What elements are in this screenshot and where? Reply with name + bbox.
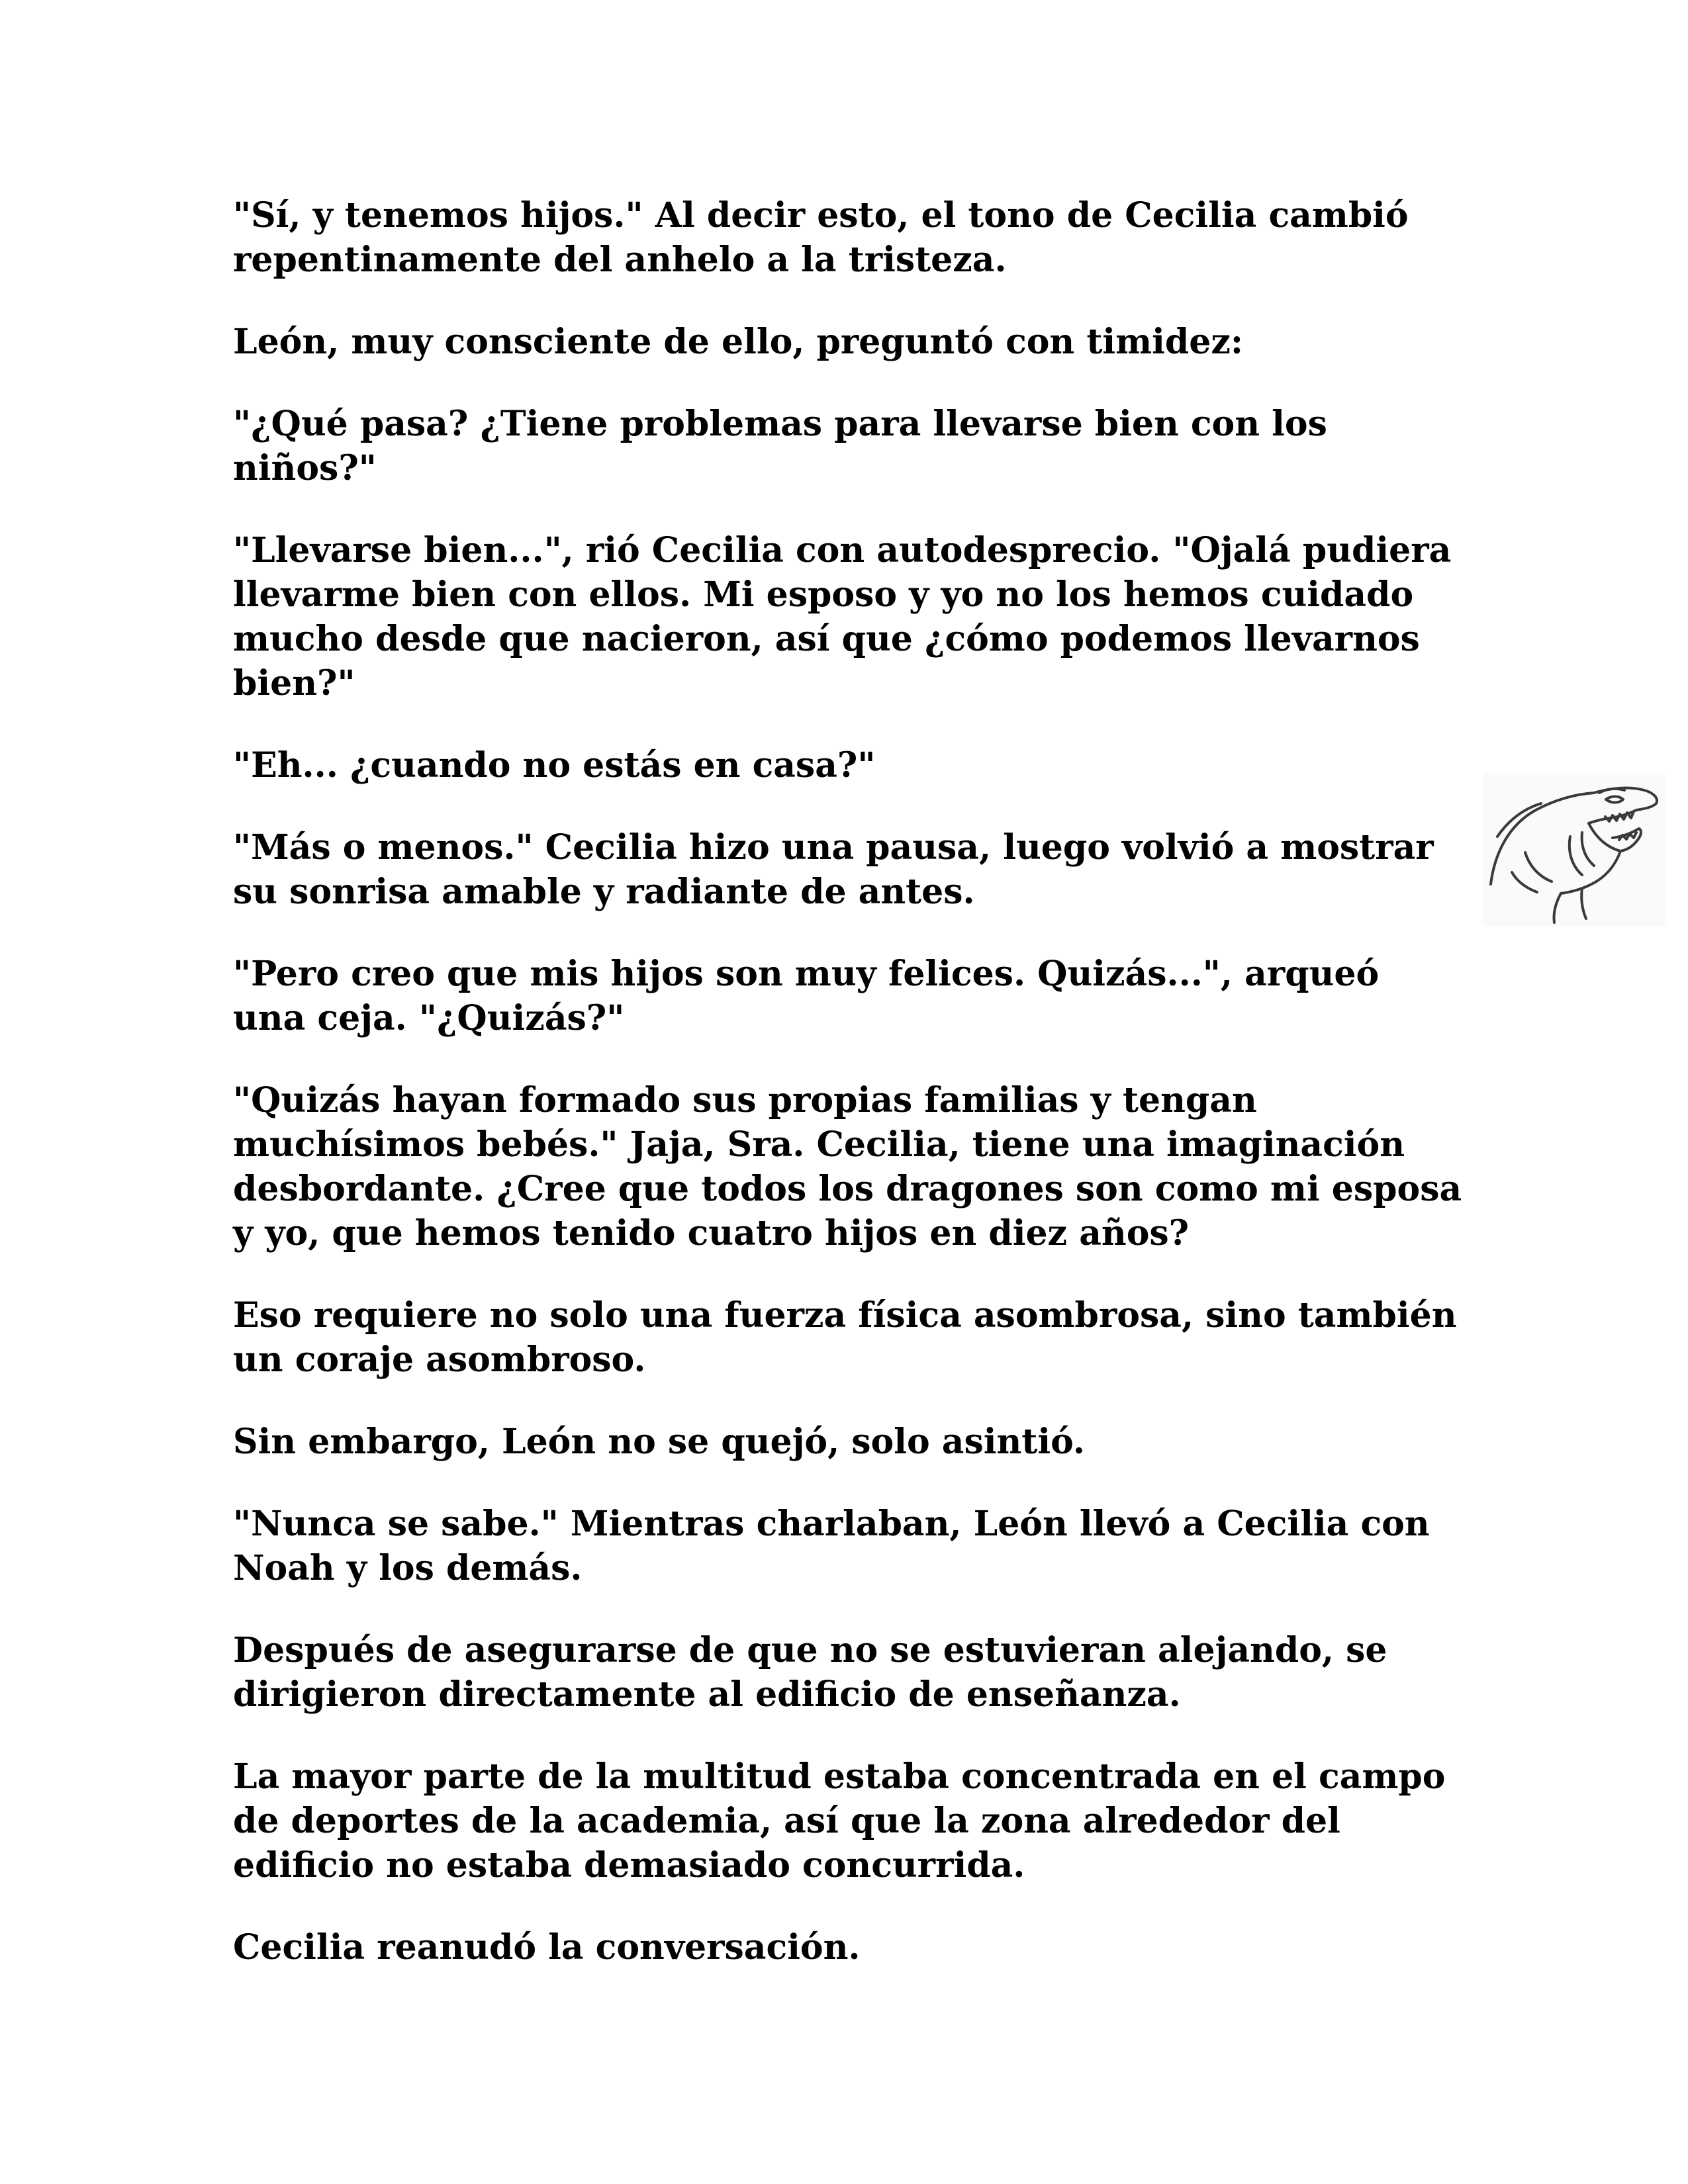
dinosaur-head-sketch-icon: [1483, 773, 1665, 927]
paragraph-1: "Sí, y tenemos hijos." Al decir esto, el tono de Cecilia cambió repentinamente del anhelo a la tristeza.: [233, 195, 1409, 280]
paragraph-4: "Llevarse bien...", rió Cecilia con autodesprecio. "Ojalá pudiera llevarme bien con ellos. Mi esposo y yo no los hemos cuidado mucho desde que nacieron, así que ¿cómo podemos llevarnos bien?": [233, 530, 1452, 704]
paragraph-5: "Eh... ¿cuando no estás en casa?": [233, 745, 876, 786]
paragraph-13: La mayor parte de la multitud estaba concentrada en el campo de deportes de la academia, así que la zona alrededor del edificio no estaba demasiado concurrida.: [233, 1756, 1446, 1886]
paragraph-9: Eso requiere no solo una fuerza física asombrosa, sino también un coraje asombroso.: [233, 1295, 1457, 1380]
paragraph-14: Cecilia reanudó la conversación.: [233, 1927, 861, 1968]
paragraph-6: "Más o menos." Cecilia hizo una pausa, luego volvió a mostrar su sonrisa amable y radiante de antes.: [233, 827, 1434, 912]
paragraph-12: Después de asegurarse de que no se estuvieran alejando, se dirigieron directamente al edificio de enseñanza.: [233, 1630, 1387, 1715]
paragraph-2: León, muy consciente de ello, preguntó con timidez:: [233, 322, 1244, 362]
paragraph-3: "¿Qué pasa? ¿Tiene problemas para llevarse bien con los niños?": [233, 404, 1327, 488]
paragraph-8: "Quizás hayan formado sus propias familias y tengan muchísimos bebés." Jaja, Sra. Cecilia, tiene una imaginación desbordante. ¿Cree que todos los dragones son como mi esposa y yo, que hemos tenido cuatro hijos en diez años?: [233, 1080, 1462, 1253]
paragraph-11: "Nunca se sabe." Mientras charlaban, León llevó a Cecilia con Noah y los demás.: [233, 1504, 1430, 1588]
paragraph-7: "Pero creo que mis hijos son muy felices. Quizás...", arqueó una ceja. "¿Quizás?": [233, 954, 1380, 1038]
paragraph-10: Sin embargo, León no se quejó, solo asintió.: [233, 1422, 1085, 1462]
text-column: [233, 193, 1464, 2007]
